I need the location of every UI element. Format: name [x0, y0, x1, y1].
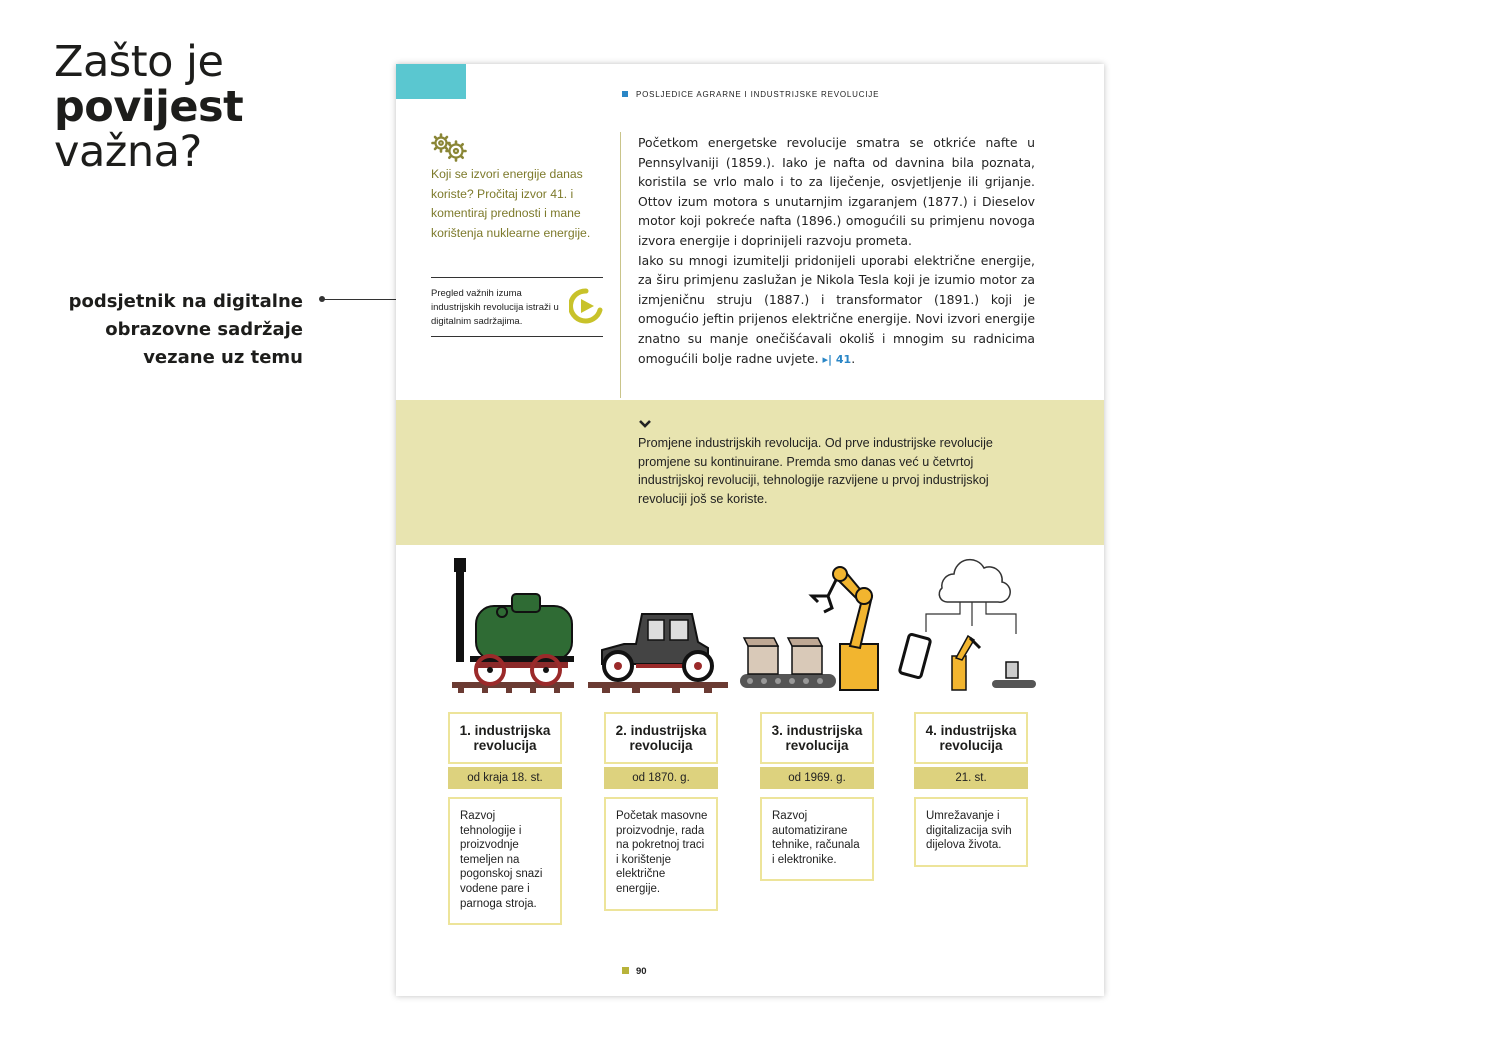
revolution-card-2 — [604, 712, 718, 911]
revolution-card-3 — [760, 712, 874, 881]
digital-play-icon[interactable] — [569, 288, 603, 324]
running-head — [622, 90, 879, 99]
column-divider — [620, 132, 621, 398]
chevron-down-icon — [638, 419, 652, 429]
revolution-date: od kraja 18. st. — [448, 767, 562, 789]
info-band-text: Promjene industrijskih revolucija. Od prve industrijske revolucije promjene su kontinuirane. Premda smo danas već u četvrtoj industrijskoj revoluciji, tehnologije razvijene u prvoj industrijskoj revoluciji još se koriste. — [638, 436, 993, 506]
page-number — [622, 966, 647, 977]
headline-line-1: Zašto je — [54, 37, 224, 87]
body-text — [638, 133, 1035, 369]
headline-line-3: važna? — [54, 127, 202, 177]
page-number-square — [622, 967, 629, 974]
revolution-description: Razvoj tehnologije i proizvodnje temeljen na pogonskoj snazi vodene pare i parnoga stroja. — [448, 797, 562, 925]
headline-line-2: povijest — [54, 82, 244, 132]
body-paragraph-2-text: Iako su mnogi izumitelji pridonijeli uporabi električne energije, za širu primjenu zaslužan je Nikola Tesla koji je izumio motor za izmjeničnu struju (1887.) i transformator (1891.) koji je omogućio jeftin prijenos električne energije. Novi izvori energije znatno su manje onečišćavali okoliš i mnogim su radnicima omogućili bolje radne uvjete. — [638, 252, 1035, 366]
digital-content-box[interactable] — [431, 277, 603, 337]
revolution-date: od 1870. g. — [604, 767, 718, 789]
revolution-title: 2. industrijska revolucija — [604, 712, 718, 764]
revolution-card-4 — [914, 712, 1028, 867]
cloud-network-illustration — [896, 552, 1038, 694]
steam-locomotive-illustration — [452, 552, 574, 694]
revolution-description: Početak masovne proizvodnje, rada na pokretnoj traci i korištenje električne energije. — [604, 797, 718, 911]
revolution-description: Umrežavanje i digitalizacija svih dijelova života. — [914, 797, 1028, 867]
textbook-page — [396, 64, 1104, 996]
digital-content-text: Pregled važnih izuma industrijskih revolucija istraži u digitalnim sadržajima. — [431, 288, 559, 327]
teal-tab — [396, 64, 466, 99]
running-head-square — [622, 91, 628, 97]
revolution-title: 4. industrijska revolucija — [914, 712, 1028, 764]
source-reference-link[interactable]: ▸| 41 — [822, 352, 852, 366]
headline — [54, 37, 244, 177]
revolution-date: 21. st. — [914, 767, 1028, 789]
revolution-card-1 — [448, 712, 562, 925]
body-paragraph-1: Početkom energetske revolucije smatra se otkriće nafte u Pennsylvaniji (1859.). Iako je nafta od davnina bila poznata, koristila se vrlo malo i to za liječenje, osvjetljenje ili grijanje. Ottov izum motora s unutarnjim izgaranjem (1877.) i Dieselov motor koji pokreće nafta (1896.) omogućili su primjenu novoga izvora energije i doprinijeli razvoju prometa. — [638, 135, 1035, 248]
revolution-title: 1. industrijska revolucija — [448, 712, 562, 764]
revolution-title: 3. industrijska revolucija — [760, 712, 874, 764]
side-note-label: podsjetnik na digitalne obrazovne sadržaje vezane uz temu — [68, 291, 303, 368]
revolution-date: od 1969. g. — [760, 767, 874, 789]
running-head-text: POSLJEDICE AGRARNE I INDUSTRIJSKE REVOLUCIJE — [636, 90, 880, 99]
revolution-description: Razvoj automatizirane tehnike, računala i elektronike. — [760, 797, 874, 881]
body-paragraph-2: Iako su mnogi izumitelji pridonijeli uporabi električne energije, za širu primjenu zaslužan je Nikola Tesla koji je izumio motor za izmjeničnu struju (1887.) i transformator (1891.) koji je omogućio jeftin prijenos električne energije. Novi izvori energije znatno su manje onečišćavali okoliš i mnogim su radnicima omogućili bolje radne uvjete. ▸| 41. — [638, 252, 1035, 366]
robot-arm-illustration — [740, 552, 882, 694]
task-prompt: Koji se izvori energije danas koriste? Pročitaj izvor 41. i komentiraj prednosti i mane korištenja nuklearne energije. — [431, 167, 591, 240]
vintage-car-illustration — [588, 552, 728, 694]
gears-icon — [430, 132, 468, 162]
info-band — [396, 400, 1104, 545]
page-number-text: 90 — [636, 966, 647, 977]
